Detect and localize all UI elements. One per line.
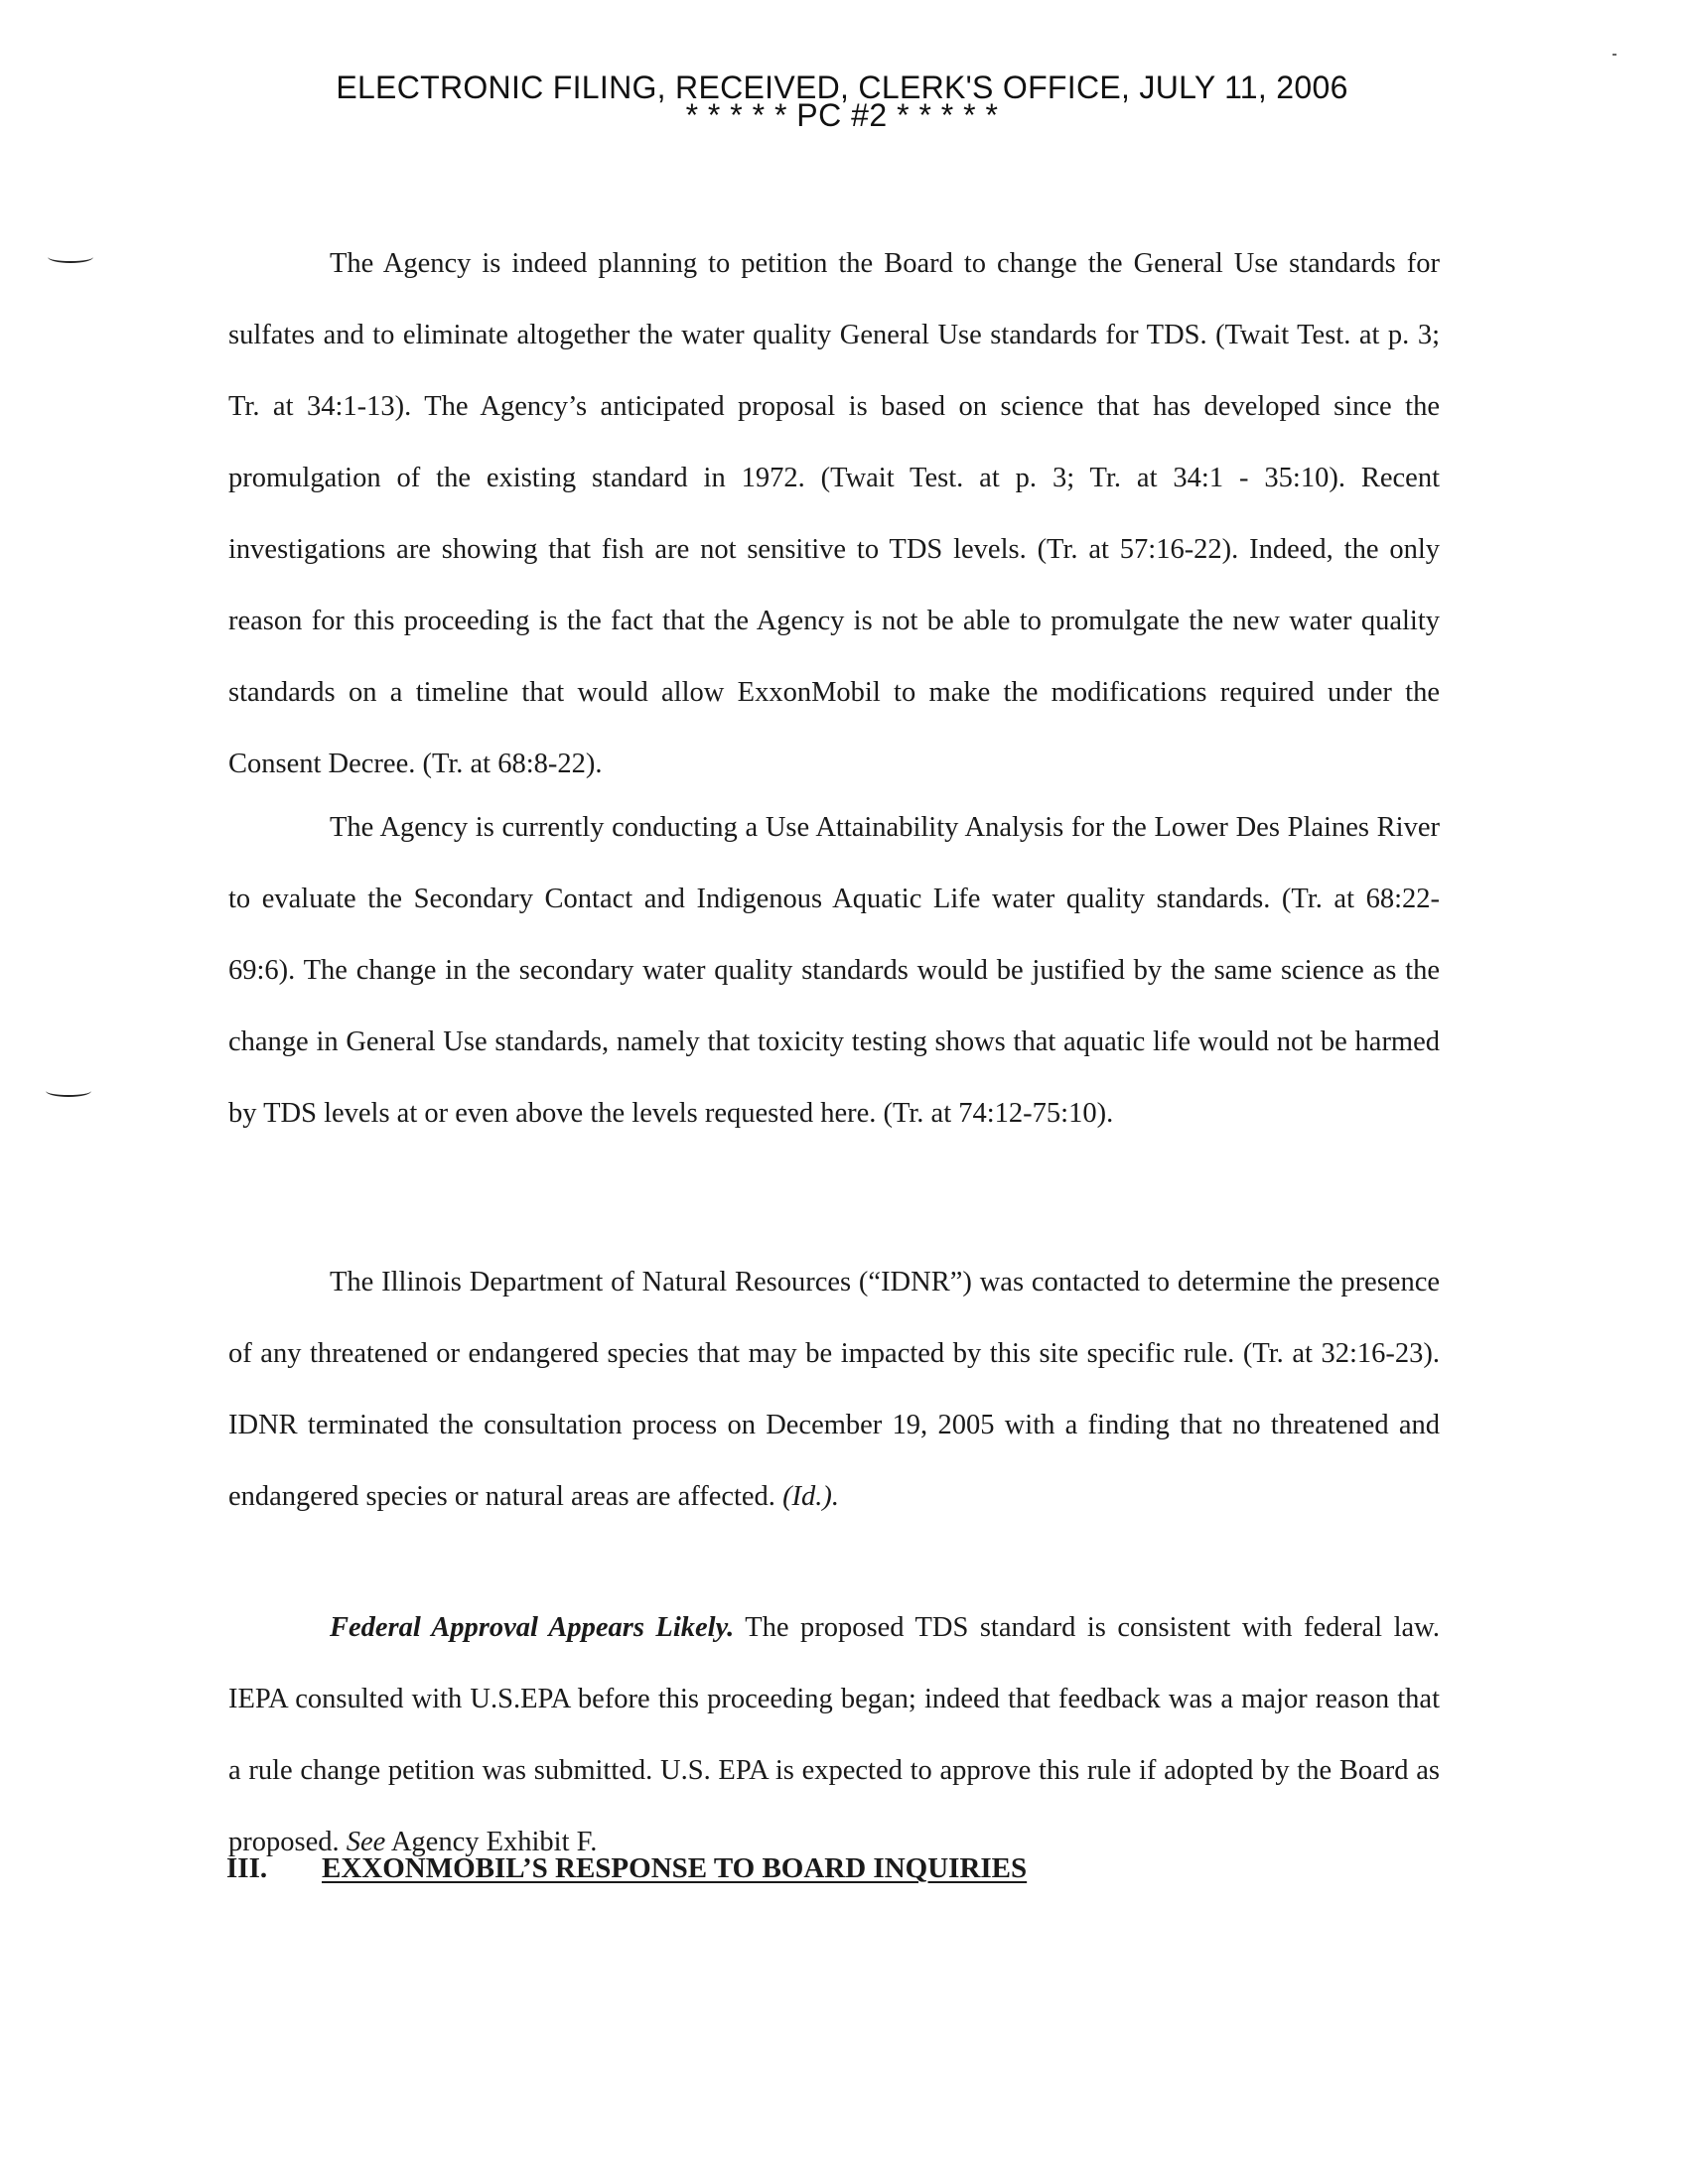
run-in-heading: Federal Approval Appears Likely. <box>330 1612 735 1643</box>
pc-number-stamp: * * * * * PC #2 * * * * * <box>685 97 999 133</box>
see-signal: See <box>346 1827 386 1857</box>
paragraph-text: The Agency is indeed planning to petition the Board to change the General Use standards for sulfates and to eliminate altogether the water quality General Use standards for TDS. (Twait Test. at p. 3; Tr. at 34:1-13). The Agency’s anticipated proposal is based on science that has developed since the promulgation of the existing standard in 1972. (Twait Test. at p. 3; Tr. at 34:1 - 35:10). Recent investigations are showing that fish are not sensitive to TDS levels. (Tr. at 57:16-22). Indeed, the only reason for this proceeding is the fact that the Agency is not be able to promulgate the new water quality standards on a timeline that would allow ExxonMobil to make the modifications required under the Consent Decree. (Tr. at 68:8-22). <box>228 248 1440 779</box>
paragraph-federal-approval <box>228 1592 1440 1878</box>
paragraph-body: The Illinois Department of Natural Resources (“IDNR”) was contacted to determine the presence of any threatened or endangered species that may be impacted by this site specific rule. (Tr. at 32:16-23). IDNR terminated the consultation process on December 19, 2005 with a finding that no threatened and endangered species or natural areas are affected. <box>228 1267 1440 1512</box>
id-citation: (Id.). <box>782 1481 840 1512</box>
section-number: III. <box>226 1852 268 1884</box>
paragraph-text: The Agency is currently conducting a Use Attainability Analysis for the Lower Des Plaines River to evaluate the Secondary Contact and Indigenous Aquatic Life water quality standards. (Tr. at 68:22-69:6). The change in the secondary water quality standards would be justified by the same science as the change in General Use standards, namely that toxicity testing shows that aquatic life would not be harmed by TDS levels at or even above the levels requested here. (Tr. at 74:12-75:10). <box>228 812 1440 1129</box>
paragraph-idnr-consultation <box>228 1247 1440 1533</box>
paragraph-use-attainability <box>228 792 1440 1150</box>
section-heading <box>226 1852 1027 1885</box>
paragraph-agency-petition <box>228 228 1440 800</box>
electronic-filing-stamp: ELECTRONIC FILING, RECEIVED, CLERK'S OFFICE, JULY 11, 2006 <box>336 69 1348 105</box>
section-title: EXXONMOBIL’S RESPONSE TO BOARD INQUIRIES <box>322 1852 1028 1884</box>
scan-speck <box>1613 54 1616 56</box>
margin-mark <box>48 251 93 263</box>
paragraph-text <box>228 1247 1440 1533</box>
exhibit-reference: Agency Exhibit F. <box>385 1827 598 1857</box>
paragraph-body: The proposed TDS standard is consistent with federal law. IEPA consulted with U.S.EPA before this proceeding began; indeed that feedback was a major reason that a rule change petition was submitted. U.S. EPA is expected to approve this rule if adopted by the Board as proposed. <box>228 1612 1440 1857</box>
margin-mark <box>46 1085 91 1097</box>
paragraph-text <box>228 1592 1440 1878</box>
